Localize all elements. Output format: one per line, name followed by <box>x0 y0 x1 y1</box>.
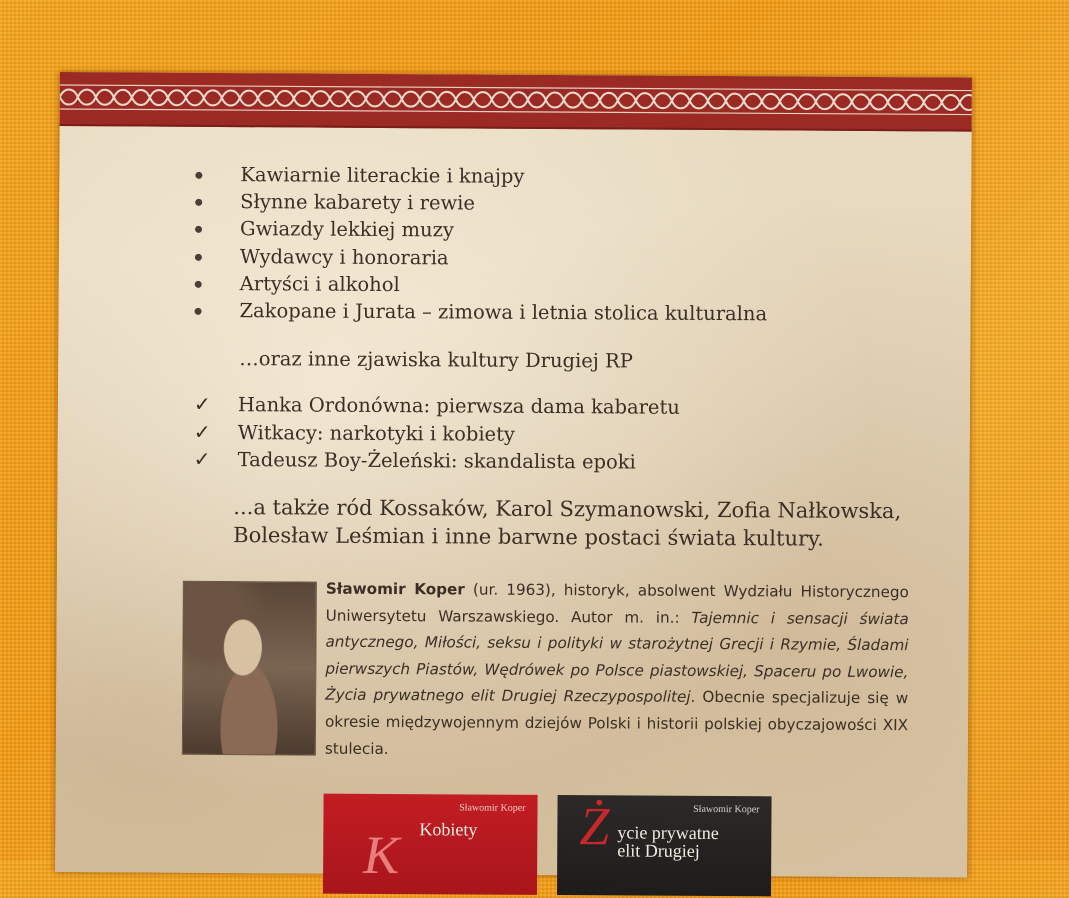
checkmark-icon: ✓ <box>193 419 211 444</box>
list-item: Słynne kabarety i rewie <box>195 188 768 219</box>
list-item: Artyści i alkohol <box>195 270 768 301</box>
bullet-icon <box>195 226 202 233</box>
checkmark-icon: ✓ <box>193 391 211 416</box>
book-initial: Ż <box>579 796 610 857</box>
book-author: Sławomir Koper <box>459 802 526 814</box>
list-item: Kawiarnie literackie i knajpy <box>195 161 768 192</box>
list-item: Gwiazdy lekkiej muzy <box>195 215 768 246</box>
book-initial: K <box>363 824 400 886</box>
list-item: Zakopane i Jurata – zimowa i letnia stolica kulturalna <box>194 297 767 328</box>
list-item: Wydawcy i honoraria <box>195 242 768 273</box>
list-item: ✓ Witkacy: narkotyki i kobiety <box>193 419 516 446</box>
list-item: ✓ Hanka Ordonówna: pierwsza dama kabaretu <box>193 391 680 419</box>
bullet-list <box>194 161 768 328</box>
book-thumbnail-kobiety <box>323 794 538 895</box>
bullet-icon <box>195 281 202 288</box>
list-item: ✓ Tadeusz Boy-Żeleński: skandalista epoki <box>193 446 636 474</box>
bullet-icon <box>195 172 202 179</box>
bullet-icon <box>195 199 202 206</box>
checkmark-icon: ✓ <box>193 446 211 471</box>
book-thumbnail-zycie <box>557 795 772 896</box>
oraz-line: …oraz inne zjawiska kultury Drugiej RP <box>239 347 633 373</box>
bullet-icon <box>195 308 202 315</box>
also-paragraph: ...a także ród Kossaków, Karol Szymanowski, Zofia Nałkowska, Bolesław Leśmian i inne barwne postaci świata kultury. <box>233 495 902 551</box>
bullet-icon <box>195 253 202 260</box>
cover-content <box>55 72 972 886</box>
book-back-cover <box>55 72 972 886</box>
book-title: ycie prywatne elit Drugiej <box>617 822 719 861</box>
author-bio: Sławomir Koper (ur. 1963), historyk, absolwent Wydziału Historycznego Uniwersytetu Warszawskiego. Autor m. in.: Tajemnic i sensacji świata antycznego, Miłości, seksu i polityki w starożytnej Grecji i Rzymie, Śladami pierwszych Piastów, Wędrówek po Polsce piastowskiej, Spaceru po Lwowie, Życia prywatnego elit Drugiej Rzeczypospolitej. Obecnie specjalizuje się w okresie międzywojennym dziejów Polski i historii polskiej obyczajowości XIX stulecia. <box>324 579 909 758</box>
author-name: Sławomir Koper <box>325 579 465 599</box>
works-list: Tajemnic i sensacji świata antycznego, Miłości, seksu i polityki w starożytnej Grecji i Rzymie, Śladami pierwszych Piastów, Wędrówek po Polsce piastowskiej, Spaceru po Lwowie, Życia prywatnego elit Drugiej Rzeczypospolitej <box>325 608 909 707</box>
book-author: Sławomir Koper <box>693 803 760 816</box>
book-title: Kobiety <box>419 819 478 840</box>
check-list <box>194 391 680 476</box>
author-photo <box>182 581 317 756</box>
